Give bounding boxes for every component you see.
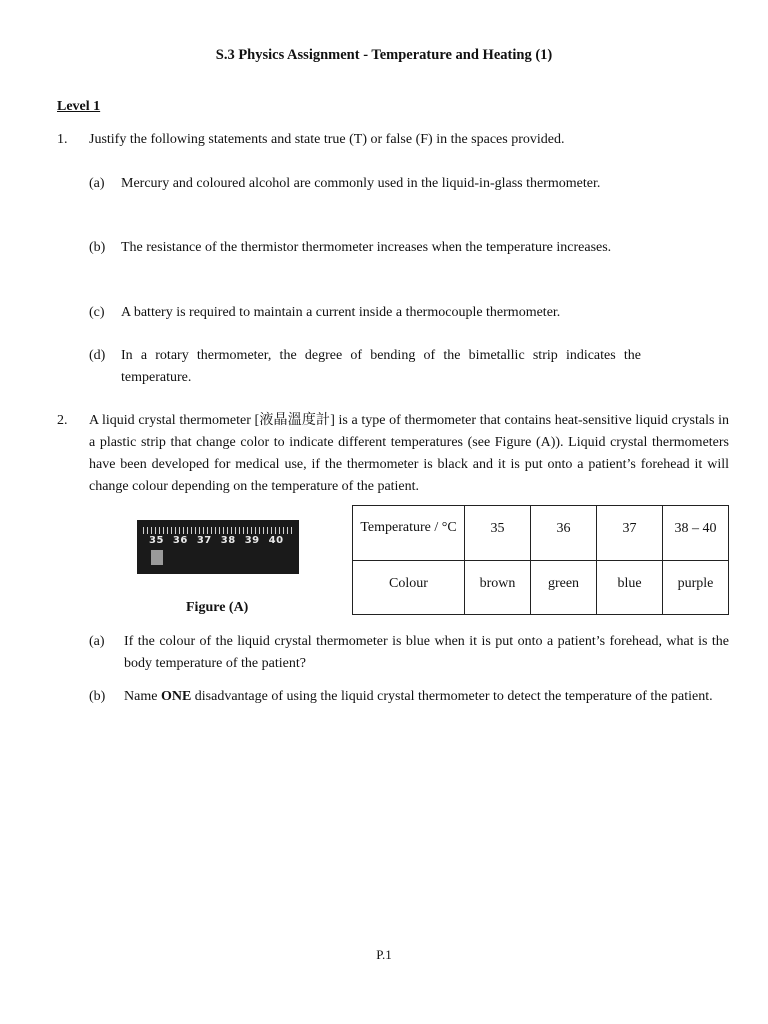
scale-label: 38: [220, 535, 236, 546]
part-label: (c): [89, 305, 105, 320]
part-text: A battery is required to maintain a current inside a thermocouple thermometer.: [121, 305, 561, 320]
thermometer-ticks: [143, 527, 293, 534]
part-label: (b): [89, 240, 106, 255]
question-1-number: 1.: [57, 132, 68, 147]
table-cell: purple: [663, 561, 729, 615]
question-2-text: A liquid crystal thermometer [液晶溫度計] is a type of thermometer that contains heat-sensitive liquid crystals in a plastic strip that change color to indicate different temperatures (see Figure (A)). Liquid crystal thermometers have been developed for medical use, if the thermometer is black and it is put onto a patient’s forehead it will change colour depending on the temperature of the patient.: [89, 413, 729, 494]
part-text: Mercury and coloured alcohol are commonly used in the liquid-in-glass thermometer.: [121, 176, 601, 191]
thermometer-scale: [149, 535, 293, 547]
page-number: P.1: [376, 947, 392, 962]
part-label: (a): [89, 634, 105, 649]
table-row: [353, 506, 729, 561]
part-text: If the colour of the liquid crystal thermometer is blue when it is put onto a patient’s forehead, what is the body temperature of the patient?: [124, 634, 729, 671]
question-1d: [89, 345, 649, 389]
question-1c: [89, 302, 709, 324]
table-cell: Colour: [353, 561, 465, 615]
liquid-crystal-thermometer-figure: [137, 520, 299, 574]
part-text-post: disadvantage of using the liquid crystal thermometer to detect the temperature of the patient.: [191, 689, 713, 704]
question-2b: [89, 686, 729, 730]
scale-label: 36: [172, 535, 188, 546]
table-cell: Temperature / °C: [353, 506, 465, 561]
question-1-text: Justify the following statements and state true (T) or false (F) in the spaces provided.: [89, 132, 565, 147]
part-text: [124, 686, 729, 708]
table-cell: brown: [465, 561, 531, 615]
part-text-emphasis: ONE: [160, 689, 192, 704]
table-cell: 38 – 40: [663, 506, 729, 561]
part-label: (a): [89, 176, 105, 191]
part-text: The resistance of the thermistor thermometer increases when the temperature increases.: [121, 240, 612, 255]
scale-label: 39: [244, 535, 260, 546]
table-cell: 35: [465, 506, 531, 561]
color-indicator: [151, 550, 163, 565]
part-label: (b): [89, 689, 106, 704]
scale-label: 37: [196, 535, 212, 546]
figure-caption: Figure (A): [186, 600, 249, 615]
part-text: In a rotary thermometer, the degree of bending of the bimetallic strip indicates the temperature.: [121, 348, 641, 385]
part-label: (d): [89, 348, 106, 363]
page-title: S.3 Physics Assignment - Temperature and Heating (1): [215, 47, 553, 63]
table-cell: 36: [531, 506, 597, 561]
question-1b: [89, 237, 649, 281]
table-row: [353, 561, 729, 615]
scale-label: 40: [268, 535, 284, 546]
scale-label: 35: [149, 535, 164, 546]
table-cell: green: [531, 561, 597, 615]
temperature-colour-table: [352, 505, 729, 615]
question-2-number: 2.: [57, 413, 68, 428]
question-2a: [89, 631, 729, 675]
level-heading: Level 1: [57, 99, 101, 114]
question-1a: [89, 173, 649, 217]
table-cell: blue: [597, 561, 663, 615]
part-text-pre: Name: [124, 689, 161, 704]
table-cell: 37: [597, 506, 663, 561]
